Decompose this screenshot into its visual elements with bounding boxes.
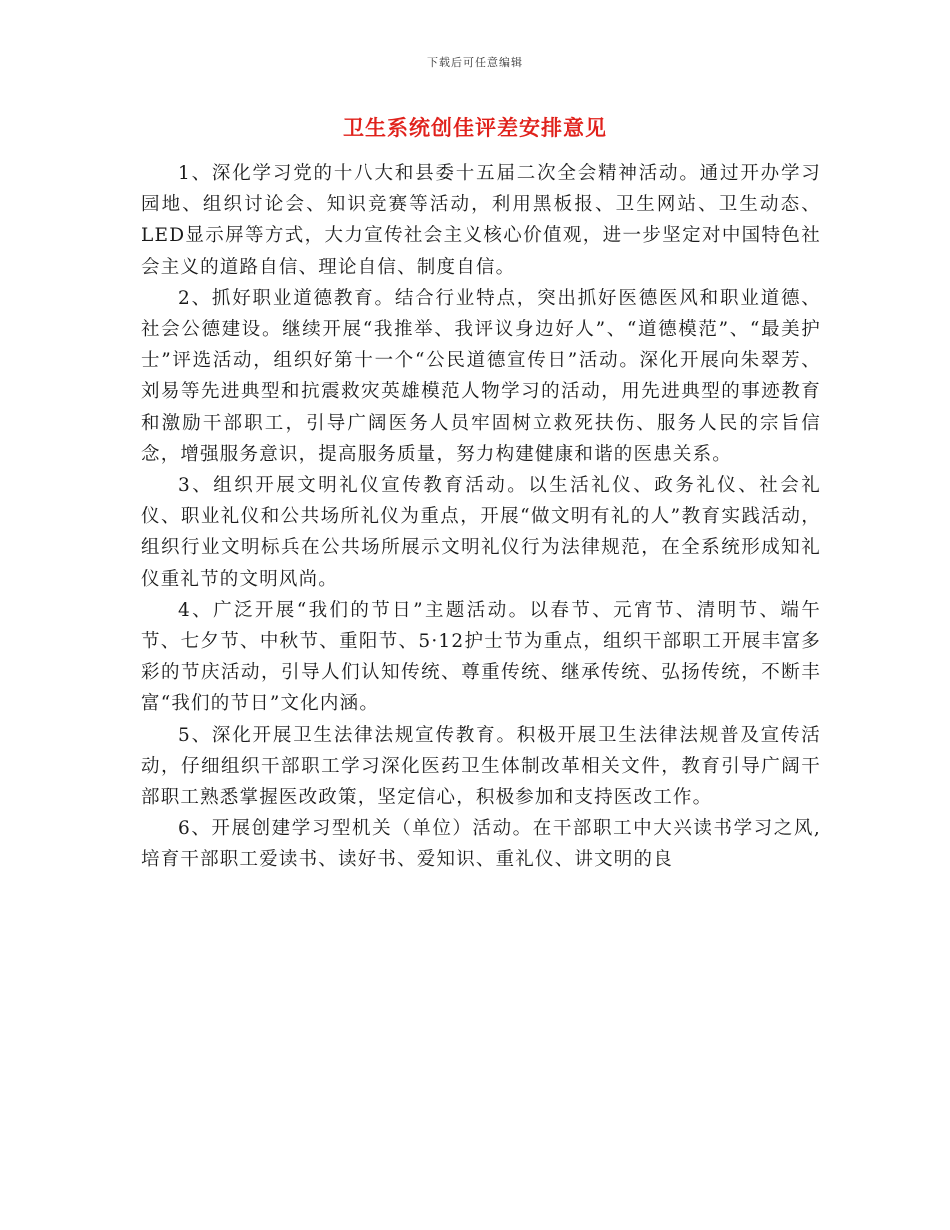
- paragraph-3: 3、组织开展文明礼仪宣传教育活动。以生活礼仪、政务礼仪、社会礼仪、职业礼仪和公共场所礼仪为重点，开展“做文明有礼的人”教育实践活动，组织行业文明标兵在公共场所展示文明礼仪行为法律规范，在全系统形成知礼仪重礼节的文明风尚。: [141, 475, 821, 590]
- paragraph-2: 2、抓好职业道德教育。结合行业特点，突出抓好医德医风和职业道德、社会公德建设。继续开展“我推举、我评议身边好人”、“道德模范”、“最美护士”评选活动，组织好第十一个“公民道德宣传日”活动。深化开展向朱翠芳、刘易等先进典型和抗震救灾英雄模范人物学习的活动，用先进典型的事迹教育和激励干部职工，引导广阔医务人员牢固树立救死扶伤、服务人民的宗旨信念，增强服务意识，提高服务质量，努力构建健康和谐的医患关系。: [141, 287, 821, 465]
- header-note: 下载后可任意编辑: [427, 56, 523, 69]
- document-body: [141, 158, 821, 876]
- document-title: 卫生系统创佳评差安排意见: [343, 115, 607, 140]
- paragraph-6: 6、开展创建学习型机关（单位）活动。在干部职工中大兴读书学习之风,培育干部职工爱读书、读好书、爱知识、重礼仪、讲文明的良: [141, 818, 821, 871]
- paragraph-4: 4、广泛开展“我们的节日”主题活动。以春节、元宵节、清明节、端午节、七夕节、中秋节、重阳节、5·12护士节为重点，组织干部职工开展丰富多彩的节庆活动，引导人们认知传统、尊重传统、继承传统、弘扬传统，不断丰富“我们的节日”文化内涵。: [141, 599, 821, 715]
- paragraph-1: 1、深化学习党的十八大和县委十五届二次全会精神活动。通过开办学习园地、组织讨论会、知识竞赛等活动，利用黑板报、卫生网站、卫生动态、LED显示屏等方式，大力宣传社会主义核心价值观，进一步坚定对中国特色社会主义的道路自信、理论自信、制度自信。: [141, 163, 821, 278]
- paragraph-5: 5、深化开展卫生法律法规宣传教育。积极开展卫生法律法规普及宣传活动，仔细组织干部职工学习深化医药卫生体制改革相关文件，教育引导广阔干部职工熟悉掌握医改政策，坚定信心，积极参加和支持医改工作。: [141, 724, 821, 809]
